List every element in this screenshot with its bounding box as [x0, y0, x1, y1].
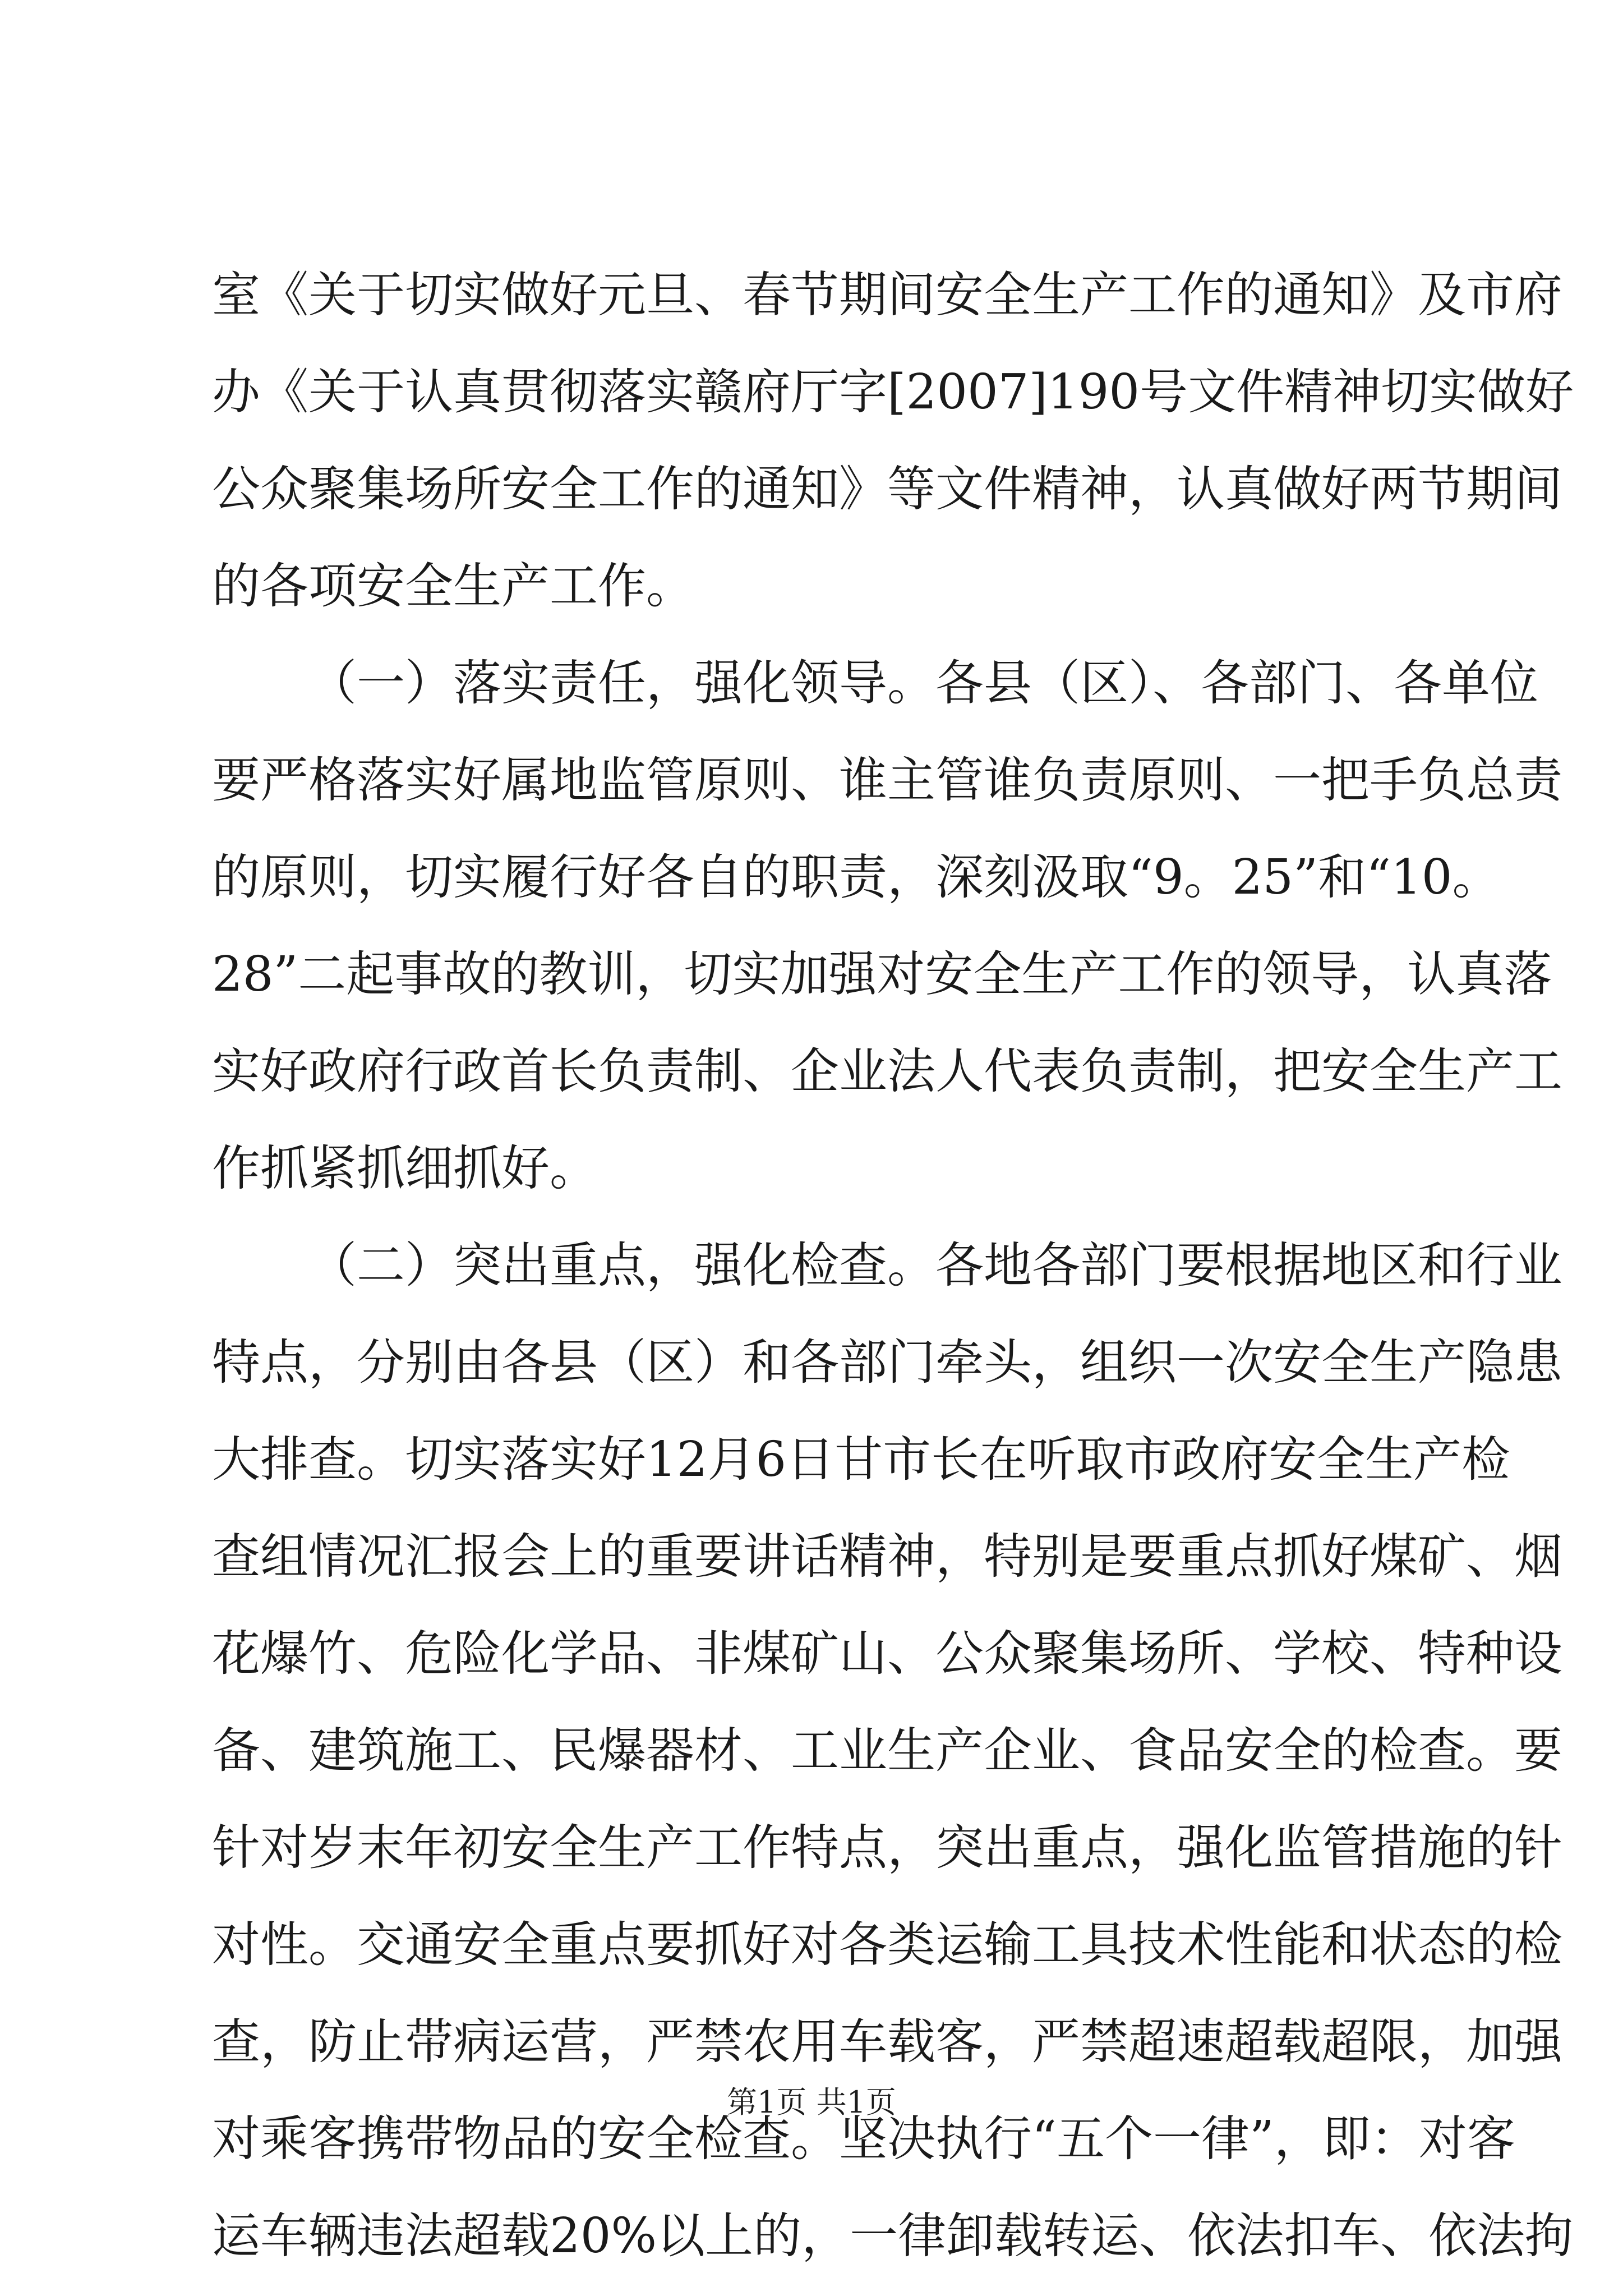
text-line: 公众聚集场所安全工作的通知》等文件精神，认真做好两节期间 — [212, 461, 1562, 517]
paragraph — [212, 635, 1562, 1217]
text-line: （一）落实责任，强化领导。各县（区）、各部门、各单位 — [308, 655, 1538, 711]
text-line: 花爆竹、危险化学品、非煤矿山、公众聚集场所、学校、特种设 — [212, 1626, 1562, 1682]
text-line: 查组情况汇报会上的重要讲话精神，特别是要重点抓好煤矿、烟 — [212, 1529, 1562, 1585]
paragraph — [212, 247, 1574, 635]
text-line: 大排查。切实落实好12月6日甘市长在听取市政府安全生产检 — [212, 1432, 1510, 1488]
text-line: 对乘客携带物品的安全检查。坚决执行“五个一律”，即：对客 — [212, 2111, 1515, 2167]
text-line: 对性。交通安全重点要抓好对各类运输工具技术性能和状态的检 — [212, 1917, 1562, 1973]
text-line: 要严格落实好属地监管原则、谁主管谁负责原则、一把手负总责 — [212, 752, 1562, 808]
page-footer — [0, 2078, 1623, 2122]
paragraph — [212, 1217, 1574, 2285]
text-line: 室《关于切实做好元旦、春节期间安全生产工作的通知》及市府 — [212, 267, 1562, 323]
text-line: 的各项安全生产工作。 — [212, 558, 694, 614]
text-line: 针对岁末年初安全生产工作特点，突出重点，强化监管措施的针 — [212, 1820, 1562, 1876]
document-body — [212, 247, 1574, 2285]
page-number-label: 第1页 共1页 — [727, 2085, 896, 2120]
text-line: 备、建筑施工、民爆器材、工业生产企业、食品安全的检查。要 — [212, 1723, 1562, 1779]
text-line: 查，防止带病运营，严禁农用车载客，严禁超速超载超限，加强 — [212, 2014, 1562, 2070]
text-line: 办《关于认真贯彻落实赣府厅字[2007]190号文件精神切实做好 — [212, 364, 1574, 420]
text-line: 特点，分别由各县（区）和各部门牵头，组织一次安全生产隐患 — [212, 1335, 1562, 1391]
text-line: 实好政府行政首长负责制、企业法人代表负责制，把安全生产工 — [212, 1043, 1562, 1099]
text-line: 运车辆违法超载20%以上的，一律卸载转运、依法扣车、依法拘 — [212, 2208, 1574, 2264]
text-line: （二）突出重点，强化检查。各地各部门要根据地区和行业 — [308, 1237, 1562, 1294]
text-line: 作抓紧抓细抓好。 — [212, 1140, 598, 1197]
text-line: 的原则，切实履行好各自的职责，深刻汲取“9。25”和“10。 — [212, 849, 1501, 905]
text-line: 28”二起事故的教训，切实加强对安全生产工作的领导，认真落 — [212, 946, 1552, 1002]
